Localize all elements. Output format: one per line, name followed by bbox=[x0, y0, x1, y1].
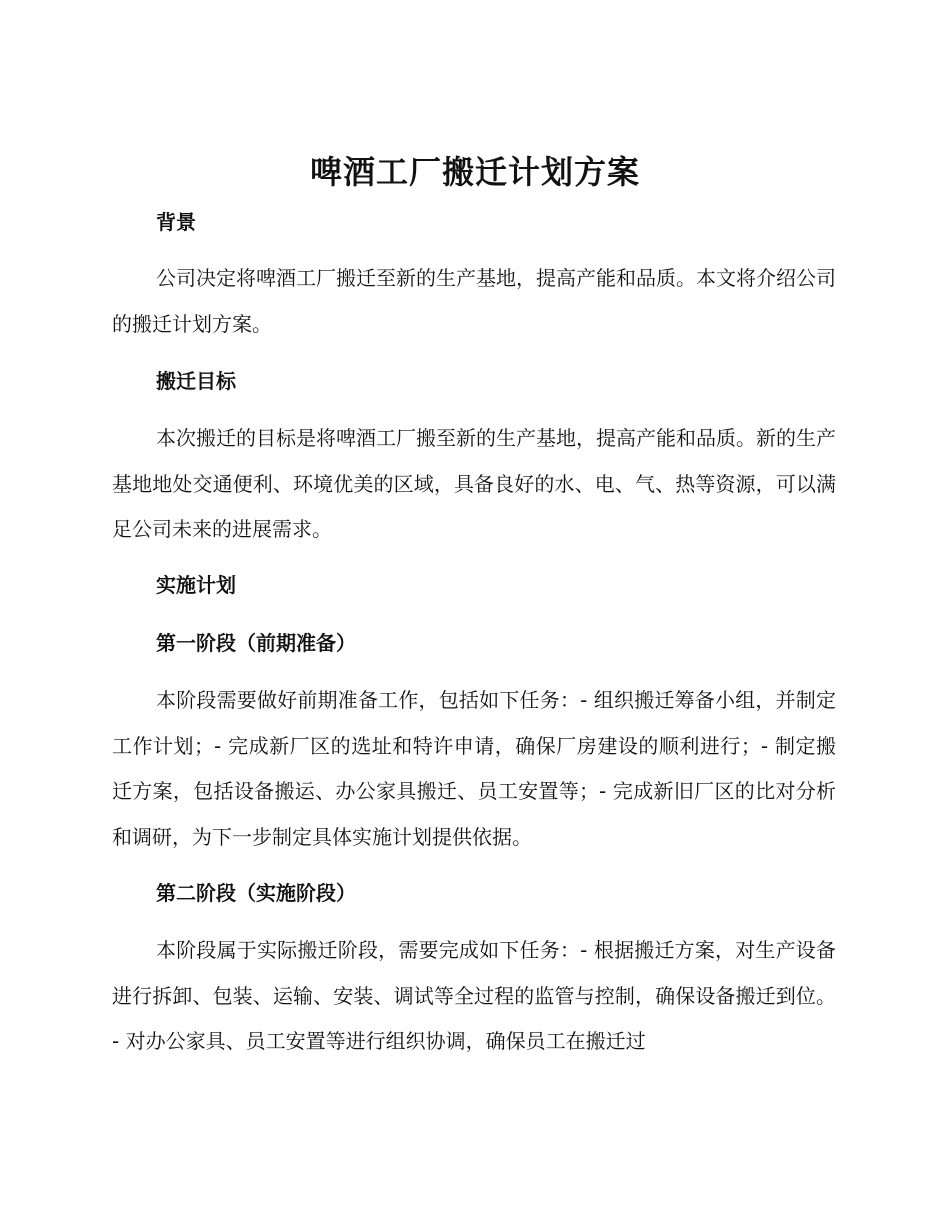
paragraph-goal: 本次搬迁的目标是将啤酒工厂搬至新的生产基地，提高产能和品质。新的生产基地地处交通便利、环境优美的区域，具备良好的水、电、气、热等资源，可以满足公司未来的进展需求。 bbox=[112, 426, 836, 541]
paragraph-phase-one: 本阶段需要做好前期准备工作，包括如下任务：- 组织搬迁筹备小组，并制定工作计划；- 完成新厂区的选址和特许申请，确保厂房建设的顺利进行；- 制定搬迁方案，包括设备搬运、办公家具搬迁、员工安置等；- 完成新旧厂区的比对分析和调研，为下一步制定具体实施计划提供依据。 bbox=[112, 688, 836, 849]
paragraph-phase-two: 本阶段属于实际搬迁阶段，需要完成如下任务：- 根据搬迁方案，对生产设备进行拆卸、包装、运输、安装、调试等全过程的监管与控制，确保设备搬迁到位。- 对办公家具、员工安置等进行组织协调，确保员工在搬迁过 bbox=[112, 938, 836, 1053]
paragraph-background: 公司决定将啤酒工厂搬迁至新的生产基地，提高产能和品质。本文将介绍公司的搬迁计划方案。 bbox=[112, 266, 836, 336]
section-heading-phase-one: 第一阶段（前期准备） bbox=[156, 631, 356, 655]
section-heading-goal: 搬迁目标 bbox=[156, 369, 236, 393]
section-heading-plan: 实施计划 bbox=[156, 573, 236, 597]
document-title: 啤酒工厂搬迁计划方案 bbox=[309, 153, 640, 191]
section-heading-phase-two: 第二阶段（实施阶段） bbox=[156, 881, 356, 905]
section-heading-background: 背景 bbox=[156, 210, 196, 234]
